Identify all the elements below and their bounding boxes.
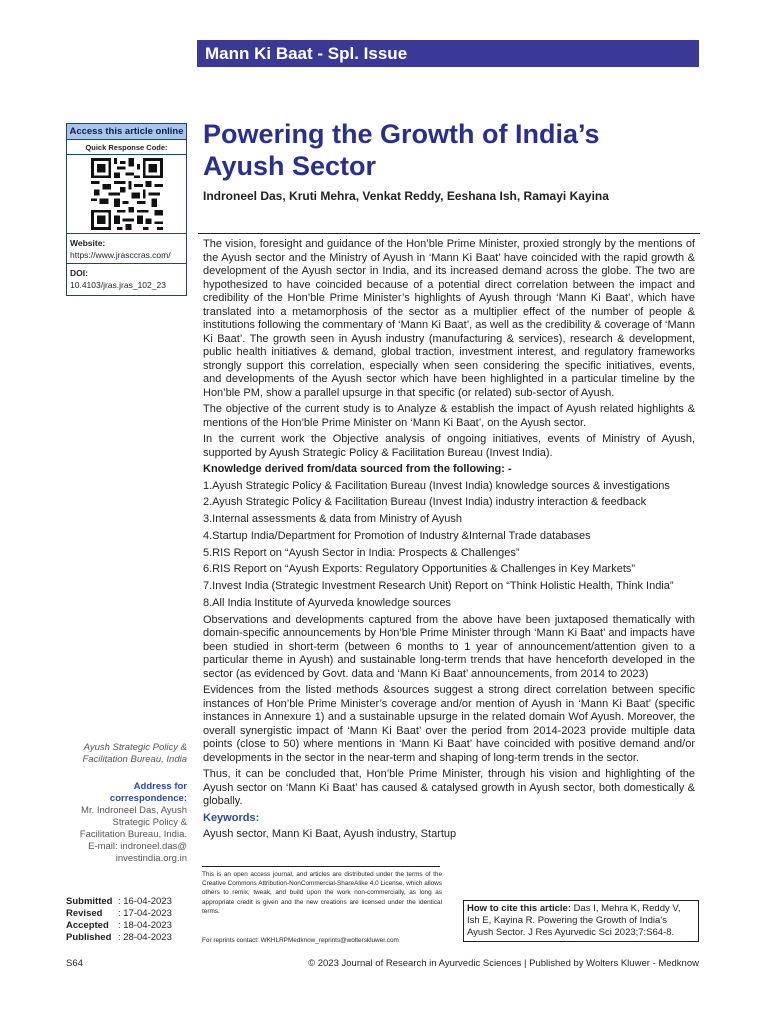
correspondence-address: Mr. Indroneel Das, Ayush Strategic Policy & Facilitation Bureau, India. — [79, 805, 187, 840]
date-row — [66, 920, 191, 932]
keywords-label: Keywords: — [203, 811, 260, 824]
website-label: Website: — [70, 238, 106, 248]
abstract-paragraph: The objective of the current study is to Analyze & establish the impact of Ayush related highlights & mentions of the Hon’ble Prime Minister on ‘Mann Ki Baat’, on the Ayush sector. — [203, 403, 695, 429]
qr-code-icon[interactable] — [91, 158, 163, 230]
license-text: This is an open access journal, and articles are distributed under the terms of the Creative Commons Attribution-NonCommercial-ShareAlike 4.0 License, which allows others to remix, tweak, and build upon the work non-commercially, as long as appropriate credit is given and the new creations are licensed under the identical terms. — [202, 871, 442, 915]
source-item: 5.RIS Report on “Ayush Sector in India: Prospects & Challenges” — [203, 546, 520, 559]
date-label: Published — [66, 932, 112, 943]
keywords: Ayush sector, Mann Ki Baat, Ayush industry, Startup — [203, 828, 457, 841]
date-row — [66, 932, 191, 944]
correspondence — [66, 781, 187, 865]
abstract — [203, 238, 695, 845]
correspondence-email[interactable]: E-mail: indroneel.das@ investindia.org.in — [88, 841, 187, 864]
website-link[interactable]: https://www.jrasccras.com/ — [70, 250, 171, 260]
date-value: : 17-04-2023 — [118, 908, 172, 919]
issue-banner: Mann Ki Baat - Spl. Issue — [197, 40, 699, 67]
abstract-top-rule — [198, 233, 700, 234]
access-title: Access this article online — [67, 124, 186, 140]
reprints-contact[interactable]: For reprints contact: WKHLRPMedknow_reprints@wolterskluwer.com — [202, 937, 399, 944]
source-item: 7.Invest India (Strategic Investment Research Unit) Report on “Think Holistic Health, Think India” — [203, 580, 674, 593]
qr-label: Quick Response Code: — [67, 140, 186, 155]
cite-label: How to cite this article: — [467, 903, 571, 914]
date-row — [66, 908, 191, 920]
correspondence-heading: Address for correspondence: — [109, 781, 187, 804]
date-row — [66, 896, 191, 908]
doi-label: DOI: — [70, 268, 88, 278]
article-title: Powering the Growth of India’s Ayush Sector — [203, 119, 600, 181]
date-label: Accepted — [66, 920, 109, 931]
doi-row — [67, 264, 186, 295]
page-number: S64 — [66, 958, 83, 969]
knowledge-heading: Knowledge derived from/data sourced from the following: - — [203, 463, 512, 475]
date-value: : 28-04-2023 — [118, 932, 172, 943]
copyright-footer: © 2023 Journal of Research in Ayurvedic Sciences | Published by Wolters Kluwer - Medknow — [308, 958, 699, 969]
source-item: 4.Startup India/Department for Promotion of Industry &Internal Trade databases — [203, 529, 591, 542]
cite-box — [463, 900, 699, 942]
source-item: 1.Ayush Strategic Policy & Facilitation Bureau (Invest India) knowledge sources & investigations — [203, 479, 670, 492]
source-item: 3.Internal assessments & data from Ministry of Ayush — [203, 513, 463, 526]
abstract-paragraph: Observations and developments captured from the above have been juxtaposed thematically with domain-specific announcements by Hon’ble Prime Minister through ‘Mann Ki Baat’ and impacts have been studied in short-term (between 6 months to 1 year of announcement/attention given to a particular theme in Ayush) and sustainable long-term trends that have henceforth developed in the sector (as evidenced by Govt. data and ‘Mann Ki Baat’ announcements, from 2014 to 2023) — [203, 613, 695, 680]
article-dates — [66, 896, 191, 944]
access-article-box — [66, 123, 187, 296]
license-rule — [202, 866, 440, 867]
source-item: 8.All India Institute of Ayurveda knowledge sources — [203, 597, 452, 610]
date-value: : 18-04-2023 — [118, 920, 172, 931]
cite-text: Das I, Mehra K, Reddy V, Ish E, Kayina R. Powering the Growth of India’s Ayush Sector. J Res Ayurvedic Sci 2023;7:S64-8. — [467, 903, 681, 938]
website-row — [67, 234, 186, 264]
date-label: Revised — [66, 908, 103, 919]
date-label: Submitted — [66, 896, 113, 907]
abstract-paragraph: Thus, it can be concluded that, Hon’ble Prime Minister, through his vision and highlighting of the Ayush sector on ‘Mann Ki Baat’ has caused & catalysed growth in Ayush sector, both domestically & globally. — [203, 768, 695, 808]
doi-link[interactable]: 10.4103/jras.jras_102_23 — [70, 280, 166, 290]
qr-code-area — [67, 155, 186, 234]
abstract-paragraph: In the current work the Objective analysis of ongoing initiatives, events of Ministry of Ayush, supported by Ayush Strategic Policy & Facilitation Bureau (Invest India). — [203, 433, 695, 459]
source-item: 6.RIS Report on “Ayush Exports: Regulatory Opportunities & Challenges in Key Markets” — [203, 563, 636, 576]
abstract-paragraph: The vision, foresight and guidance of the Hon’ble Prime Minister, proxied strongly by the mentions of the Ayush sector and the Ministry of Ayush in ‘Mann Ki Baat’ have coincided with the rapid growth & development of the Ayush sector in India, and its increased demand across the globe. The two are hypothesized to have coincided because of a potential direct correlation between the impact and credibility of the Hon’ble Prime Minister’s highlights of Ayush through ‘Mann Ki Baat’, which have translated into a metamorphosis of the sector as a multiplier effect of the number of people & institutions following the commentary of ‘Mann Ki Baat’, as well as the credibility & coverage of ‘Mann Ki Baat’. The growth seen in Ayush industry (manufacturing & services), research & development, public health initiatives & demand, global traction, investment interest, and regulatory frameworks strongly support this correlation, especially when seen considering the specific initiatives, events, and developments of the Ayush sector which have been highlighted in a particular timeline by the Hon’ble PM, show a parallel upsurge in that specific (or related) sub-sector of Ayush. — [203, 238, 695, 399]
abstract-paragraph: Evidences from the listed methods &sources suggest a strong direct correlation between specific instances of Hon’ble Prime Minister’s coverage and/or mention of Ayush in ‘Mann Ki Baat’ (specific instances in Annexure 1) and a sustainable upsurge in the related domain Wof Ayush. Moreover, the overall synergistic impact of ‘Mann Ki Baat’ over the period from 2014-2023 provide multiple data points (close to 50) where mentions in ‘Mann Ki Baat’ have coincided with positive demand and/or developments in the sector in the near-term and shaping of long-term trends in the sector. — [203, 684, 695, 764]
author-list: Indroneel Das, Kruti Mehra, Venkat Reddy, Eeshana Ish, Ramayi Kayina — [203, 189, 609, 203]
affiliation: Ayush Strategic Policy & Facilitation Bureau, India — [82, 742, 187, 765]
date-value: : 16-04-2023 — [118, 896, 172, 907]
source-item: 2.Ayush Strategic Policy & Facilitation Bureau (Invest India) industry interaction & feedback — [203, 496, 647, 509]
